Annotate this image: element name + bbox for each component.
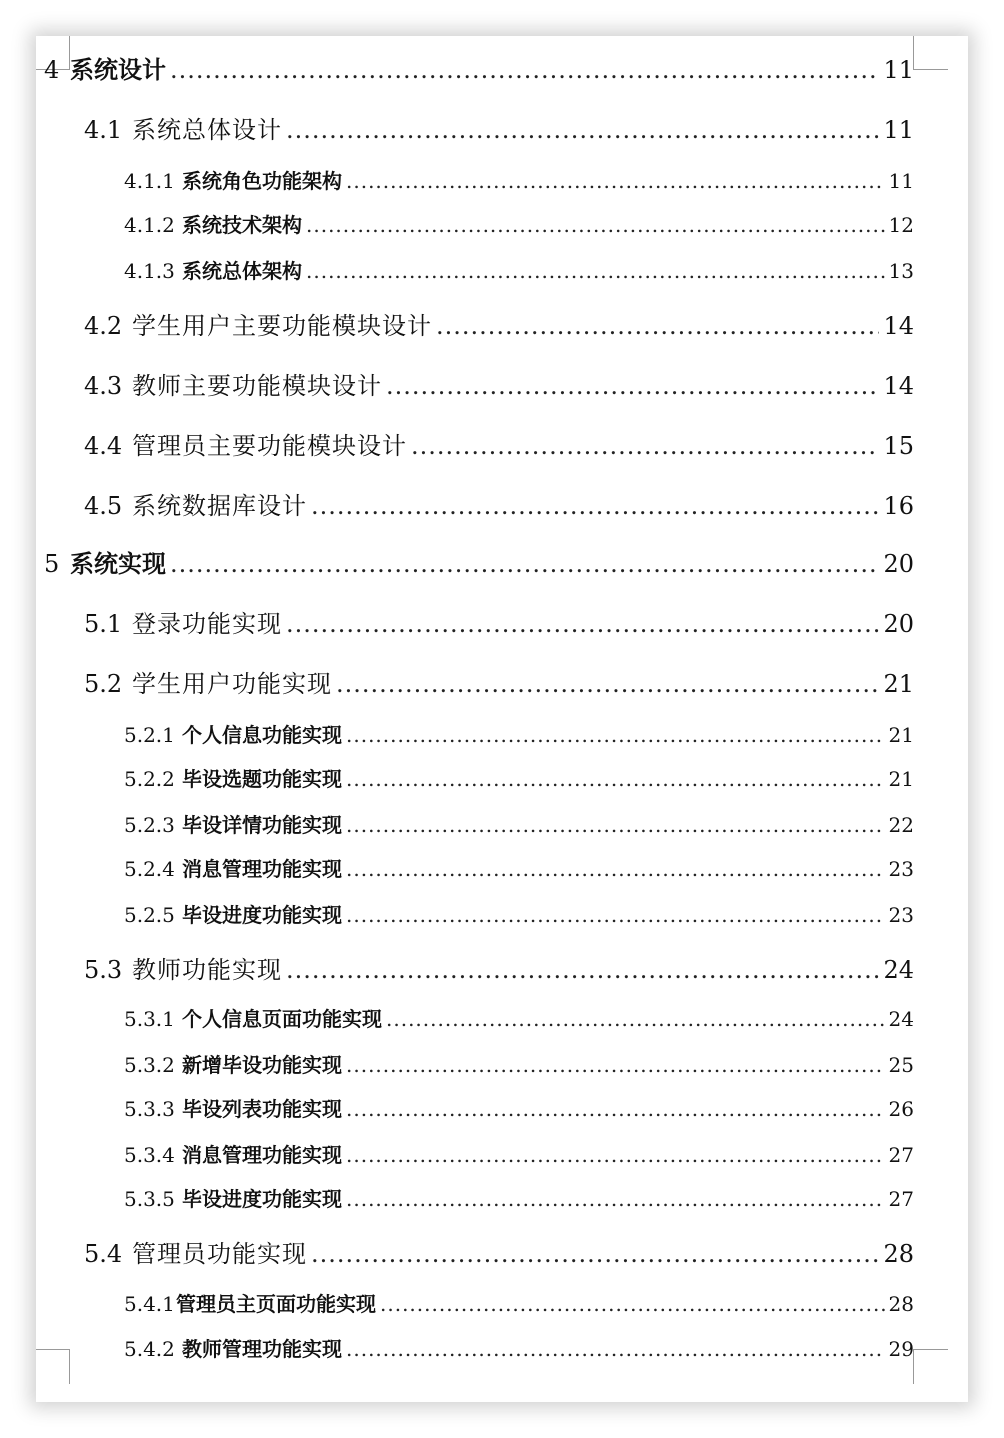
toc-title: 系统技术架构 bbox=[182, 213, 302, 237]
toc-title: 消息管理功能实现 bbox=[182, 857, 342, 881]
toc-page-number: 11 bbox=[883, 56, 914, 84]
toc-title: 毕设详情功能实现 bbox=[182, 813, 342, 837]
toc-number: 4.1 bbox=[84, 116, 123, 144]
toc-number: 5.2.1 bbox=[124, 723, 175, 747]
dot-leader bbox=[286, 610, 879, 638]
toc-entry[interactable] bbox=[124, 165, 914, 194]
crop-mark-bottom-left bbox=[36, 1349, 70, 1384]
toc-page-number: 27 bbox=[888, 1143, 914, 1167]
toc-entry[interactable] bbox=[124, 1139, 914, 1168]
toc-number: 5.4.1 bbox=[124, 1292, 175, 1316]
toc-title: 教师功能实现 bbox=[132, 956, 282, 984]
toc-entry[interactable] bbox=[84, 426, 914, 461]
toc-number: 4 bbox=[44, 56, 60, 84]
dot-leader bbox=[346, 1337, 885, 1361]
toc-title: 管理员主页面功能实现 bbox=[176, 1292, 376, 1316]
toc-entry[interactable] bbox=[124, 1003, 914, 1032]
toc-title: 个人信息页面功能实现 bbox=[182, 1007, 382, 1031]
toc-number: 5.2.2 bbox=[124, 767, 175, 791]
toc-entry[interactable] bbox=[124, 809, 914, 838]
toc-number: 5.4.2 bbox=[124, 1337, 175, 1361]
toc-title: 新增毕设功能实现 bbox=[182, 1053, 342, 1077]
toc-page-number: 28 bbox=[888, 1292, 914, 1316]
toc-page-number: 23 bbox=[888, 857, 914, 881]
toc-title: 毕设进度功能实现 bbox=[182, 903, 342, 927]
toc-page-number: 14 bbox=[883, 312, 914, 340]
dot-leader bbox=[306, 259, 885, 283]
toc-title: 系统总体架构 bbox=[182, 259, 302, 283]
toc-page-number: 23 bbox=[888, 903, 914, 927]
toc-title: 毕设列表功能实现 bbox=[182, 1097, 342, 1121]
toc-entry[interactable] bbox=[44, 544, 914, 579]
toc-page-number: 11 bbox=[888, 169, 914, 193]
toc-title: 消息管理功能实现 bbox=[182, 1143, 342, 1167]
dot-leader bbox=[346, 1143, 885, 1167]
toc-page-number: 15 bbox=[883, 432, 914, 460]
toc-page-number: 16 bbox=[883, 492, 914, 520]
toc-title: 系统实现 bbox=[70, 549, 166, 578]
toc-entry[interactable] bbox=[84, 486, 914, 521]
dot-leader bbox=[311, 1240, 879, 1268]
dot-leader bbox=[380, 1292, 885, 1316]
toc-title: 系统角色功能架构 bbox=[182, 169, 342, 193]
dot-leader bbox=[170, 550, 879, 578]
crop-mark-top-right bbox=[913, 36, 948, 70]
toc-number: 5.4 bbox=[84, 1240, 123, 1268]
toc-entry[interactable] bbox=[84, 110, 914, 145]
toc-title: 毕设进度功能实现 bbox=[182, 1187, 342, 1211]
toc-number: 5.2.4 bbox=[124, 857, 175, 881]
dot-leader bbox=[336, 670, 879, 698]
toc-entry[interactable] bbox=[124, 209, 914, 238]
toc-number: 5.2 bbox=[84, 670, 123, 698]
toc-number: 4.1.2 bbox=[124, 213, 175, 237]
toc-title: 教师主要功能模块设计 bbox=[132, 372, 382, 400]
dot-leader bbox=[346, 857, 885, 881]
toc-page-number: 25 bbox=[888, 1053, 914, 1077]
toc-entry[interactable] bbox=[84, 950, 914, 985]
toc-entry[interactable] bbox=[84, 604, 914, 639]
dot-leader bbox=[306, 213, 885, 237]
toc-number: 4.5 bbox=[84, 492, 123, 520]
toc-page-number: 24 bbox=[883, 956, 914, 984]
document-page bbox=[36, 36, 968, 1402]
toc-page-number: 13 bbox=[888, 259, 914, 283]
dot-leader bbox=[346, 1097, 885, 1121]
toc-number: 4.4 bbox=[84, 432, 123, 460]
dot-leader bbox=[436, 312, 879, 340]
toc-number: 5.3.2 bbox=[124, 1053, 175, 1077]
dot-leader bbox=[346, 903, 885, 927]
toc-page-number: 20 bbox=[883, 610, 914, 638]
toc-title: 系统数据库设计 bbox=[132, 492, 307, 520]
dot-leader bbox=[411, 432, 879, 460]
toc-number: 5.3 bbox=[84, 956, 123, 984]
toc-entry[interactable] bbox=[124, 853, 914, 882]
toc-title: 管理员功能实现 bbox=[132, 1240, 307, 1268]
toc-title: 教师管理功能实现 bbox=[182, 1337, 342, 1361]
toc-number: 4.3 bbox=[84, 372, 123, 400]
toc-page-number: 21 bbox=[888, 723, 914, 747]
dot-leader bbox=[346, 169, 885, 193]
toc-title: 系统总体设计 bbox=[132, 116, 282, 144]
toc-number: 5 bbox=[44, 550, 60, 578]
toc-entry[interactable] bbox=[124, 1288, 914, 1317]
toc-page-number: 24 bbox=[888, 1007, 914, 1031]
dot-leader bbox=[311, 492, 879, 520]
toc-page-number: 14 bbox=[883, 372, 914, 400]
toc-title: 个人信息功能实现 bbox=[182, 723, 342, 747]
toc-entry[interactable] bbox=[84, 366, 914, 401]
toc-number: 5.1 bbox=[84, 610, 123, 638]
toc-entry[interactable] bbox=[44, 50, 914, 85]
dot-leader bbox=[346, 813, 885, 837]
toc-number: 5.3.3 bbox=[124, 1097, 175, 1121]
dot-leader bbox=[346, 1187, 885, 1211]
toc-number: 5.2.5 bbox=[124, 903, 175, 927]
dot-leader bbox=[346, 767, 885, 791]
toc-entry[interactable] bbox=[124, 1333, 914, 1362]
toc-number: 4.1.1 bbox=[124, 169, 175, 193]
toc-number: 5.3.4 bbox=[124, 1143, 175, 1167]
dot-leader bbox=[386, 372, 879, 400]
toc-entry[interactable] bbox=[124, 763, 914, 792]
toc-entry[interactable] bbox=[84, 1234, 914, 1269]
toc-title: 学生用户主要功能模块设计 bbox=[132, 312, 432, 340]
toc-entry[interactable] bbox=[124, 899, 914, 928]
dot-leader bbox=[286, 956, 879, 984]
toc-title: 系统设计 bbox=[70, 55, 166, 84]
toc-page-number: 11 bbox=[883, 116, 914, 144]
toc-entry[interactable] bbox=[124, 255, 914, 284]
toc-page-number: 20 bbox=[883, 550, 914, 578]
toc-number: 5.2.3 bbox=[124, 813, 175, 837]
toc-title: 毕设选题功能实现 bbox=[182, 767, 342, 791]
toc-page-number: 26 bbox=[888, 1097, 914, 1121]
toc-entry[interactable] bbox=[124, 719, 914, 748]
toc-entry[interactable] bbox=[124, 1093, 914, 1122]
dot-leader bbox=[170, 56, 879, 84]
toc-page-number: 27 bbox=[888, 1187, 914, 1211]
toc-number: 4.2 bbox=[84, 312, 123, 340]
toc-title: 管理员主要功能模块设计 bbox=[132, 432, 407, 460]
toc-page-number: 28 bbox=[883, 1240, 914, 1268]
toc-entry[interactable] bbox=[124, 1049, 914, 1078]
crop-mark-bottom-right bbox=[913, 1349, 948, 1384]
toc-entry[interactable] bbox=[84, 664, 914, 699]
toc-entry[interactable] bbox=[84, 306, 914, 341]
dot-leader bbox=[286, 116, 879, 144]
dot-leader bbox=[346, 723, 885, 747]
dot-leader bbox=[386, 1007, 885, 1031]
toc-number: 5.3.5 bbox=[124, 1187, 175, 1211]
toc-title: 学生用户功能实现 bbox=[132, 670, 332, 698]
toc-page-number: 29 bbox=[888, 1337, 914, 1361]
toc-page-number: 21 bbox=[883, 670, 914, 698]
toc-page-number: 21 bbox=[888, 767, 914, 791]
toc-number: 4.1.3 bbox=[124, 259, 175, 283]
toc-page-number: 22 bbox=[888, 813, 914, 837]
toc-page-number: 12 bbox=[888, 213, 914, 237]
dot-leader bbox=[346, 1053, 885, 1077]
toc-entry[interactable] bbox=[124, 1183, 914, 1212]
toc-number: 5.3.1 bbox=[124, 1007, 175, 1031]
toc-title: 登录功能实现 bbox=[132, 610, 282, 638]
